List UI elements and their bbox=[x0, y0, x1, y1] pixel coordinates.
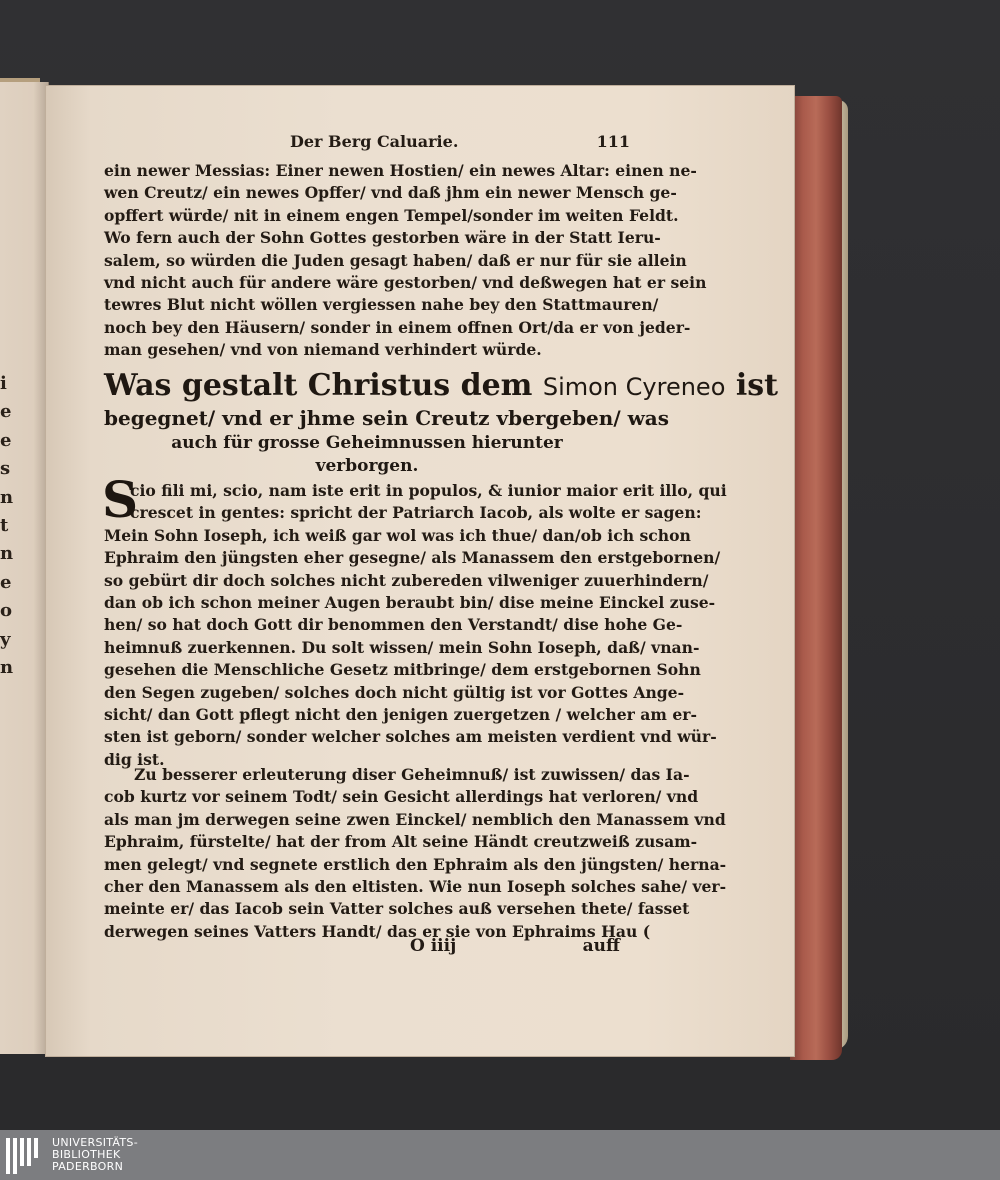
catchword: auff bbox=[582, 936, 620, 956]
paragraph-3 bbox=[104, 764, 727, 943]
text-line: gesehen die Menschliche Gesetz mitbringe/ dem erstgebornen Sohn bbox=[104, 660, 701, 680]
text-line: dig ist. bbox=[104, 749, 165, 769]
text-line: Zu besserer erleuterung diser Geheimnuß/ ist zuwissen/ das Ia- bbox=[134, 765, 690, 784]
left-edge-letter: e bbox=[0, 401, 12, 423]
left-edge-letter: o bbox=[0, 600, 13, 622]
text-line: opffert würde/ nit in einem engen Tempel/sonder im weiten Feldt. bbox=[104, 205, 679, 225]
signature-mark: O iiij bbox=[410, 936, 457, 956]
heading-line-3: auch für grosse Geheimnussen hierunter bbox=[171, 433, 563, 453]
text-line: Wo fern auch der Sohn Gottes gestorben wäre in der Statt Ieru- bbox=[104, 228, 661, 248]
heading-line-1-end: ist bbox=[725, 368, 778, 403]
left-edge-letter: n bbox=[0, 543, 14, 565]
text-line: heimnuß zuerkennen. Du solt wissen/ mein Sohn Ioseph, daß/ vnan- bbox=[104, 637, 700, 657]
left-edge-letter: s bbox=[0, 458, 11, 480]
text-line: man gesehen/ vnd von niemand verhindert würde. bbox=[104, 340, 542, 360]
book-fore-edge bbox=[790, 96, 842, 1060]
text-line: derwegen seines Vatters Handt/ das er sie von Ephraims Hau ( bbox=[104, 921, 651, 941]
library-name-line: UNIVERSITÄTS- bbox=[52, 1136, 138, 1149]
heading-line-1-start: Was gestalt Christus dem bbox=[104, 368, 543, 403]
page-number: 111 bbox=[596, 132, 630, 151]
drop-cap: S bbox=[102, 470, 139, 529]
text-line: sten ist geborn/ sonder welcher solches am meisten verdient vnd wür- bbox=[104, 727, 717, 747]
left-edge-letter: t bbox=[0, 515, 9, 537]
text-line: tewres Blut nicht wöllen vergiessen nahe bey den Stattmauren/ bbox=[104, 295, 659, 315]
library-footer bbox=[0, 1130, 1000, 1180]
text-line: wen Creutz/ ein newes Opffer/ vnd daß jhm ein newer Mensch ge- bbox=[104, 183, 677, 203]
left-edge-letter: i bbox=[0, 373, 7, 394]
text-line: den Segen zugeben/ solches doch nicht gültig ist vor Gottes Ange- bbox=[104, 682, 685, 702]
text-line: vnd nicht auch für andere wäre gestorben/ vnd deßwegen hat er sein bbox=[104, 273, 707, 293]
section-heading bbox=[104, 368, 778, 477]
left-edge-letter: e bbox=[0, 429, 12, 451]
library-name-line: BIBLIOTHEK bbox=[52, 1148, 121, 1161]
text-line: meinte er/ das Iacob sein Vatter solches auß versehen thete/ fasset bbox=[104, 899, 690, 919]
text-line: dan ob ich schon meiner Augen beraubt bin/ dise meine Einckel zuse- bbox=[104, 593, 716, 613]
running-head-title: Der Berg Caluarie. bbox=[290, 132, 459, 151]
left-edge-letter: n bbox=[0, 657, 14, 679]
text-line: men gelegt/ vnd segnete erstlich den Ephraim als den jüngsten/ herna- bbox=[104, 854, 727, 874]
heading-line-2: begegnet/ vnd er jhme sein Creutz vbergeben/ was bbox=[104, 406, 670, 430]
catchline bbox=[410, 936, 620, 962]
text-line: cio fili mi, scio, nam iste erit in populos, & iunior maior erit illo, qui bbox=[130, 481, 727, 500]
text-line: als man jm derwegen seine zwen Einckel/ nemblich den Manassem vnd bbox=[104, 809, 726, 829]
library-name-line: PADERBORN bbox=[52, 1160, 124, 1173]
text-line: Mein Sohn Ioseph, ich weiß gar wol was ich thue/ dan/ob ich schon bbox=[104, 525, 691, 545]
running-head bbox=[290, 132, 630, 154]
text-line: cher den Manassem als den eltisten. Wie nun Ioseph solches sahe/ ver- bbox=[104, 877, 727, 897]
heading-line-1-roman: Simon Cyreneo bbox=[542, 373, 726, 401]
heading-line-4: verborgen. bbox=[315, 456, 419, 476]
text-line: Ephraim, fürstelte/ hat der from Alt seine Händt creutzweiß zusam- bbox=[104, 832, 698, 852]
library-logo-icon bbox=[6, 1138, 44, 1174]
text-line: sicht/ dan Gott pflegt nicht den jenigen zuergetzen / welcher am er- bbox=[104, 705, 697, 725]
left-edge-letter: y bbox=[0, 628, 11, 650]
text-line: so gebürt dir doch solches nicht zubereden vilweniger zuuerhindern/ bbox=[104, 570, 709, 590]
text-line: crescet in gentes: spricht der Patriarch Iacob, als wolte er sagen: bbox=[130, 503, 702, 523]
paragraph-2 bbox=[102, 470, 727, 771]
text-line: ein newer Messias: Einer newen Hostien/ ein newes Altar: einen ne- bbox=[104, 161, 697, 180]
text-line: noch bey den Häusern/ sonder in einem offnen Ort/da er von jeder- bbox=[104, 317, 691, 337]
left-page-edge-text bbox=[0, 370, 14, 682]
text-line: salem, so würden die Juden gesagt haben/ daß er nur für sie allein bbox=[104, 250, 687, 270]
text-line: hen/ so hat doch Gott dir benommen den Verstandt/ dise hohe Ge- bbox=[104, 615, 683, 635]
library-name bbox=[52, 1137, 192, 1173]
text-line: cob kurtz vor seinem Todt/ sein Gesicht allerdings hat verloren/ vnd bbox=[104, 787, 699, 807]
heading-line-1 bbox=[104, 368, 778, 405]
left-edge-letter: e bbox=[0, 571, 12, 593]
text-line: Ephraim den jüngsten eher gesegne/ als Manassem den erstgebornen/ bbox=[104, 548, 721, 568]
paragraph-1 bbox=[104, 160, 707, 362]
left-edge-letter: n bbox=[0, 486, 14, 508]
